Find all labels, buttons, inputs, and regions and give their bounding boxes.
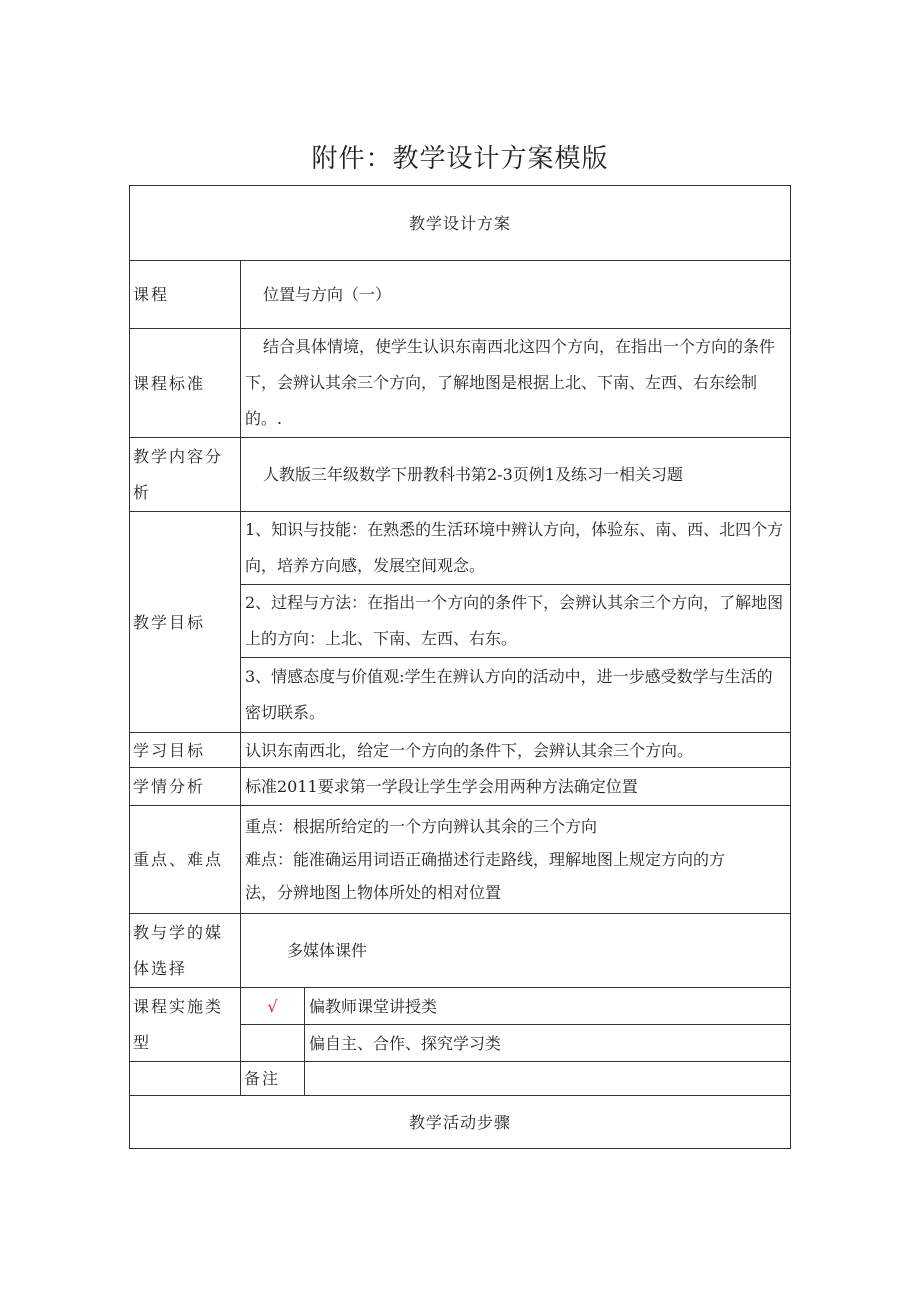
learning-goal-label: 学习目标 [130, 733, 241, 768]
type-option-2: 偏自主、合作、探究学习类 [305, 1025, 791, 1062]
key-cell [241, 806, 791, 914]
course-value: 位置与方向（一） [241, 261, 791, 329]
table-header-row [130, 186, 791, 261]
type-option-1: 偏教师课堂讲授类 [305, 988, 791, 1025]
steps-header: 教学活动步骤 [130, 1096, 791, 1149]
remark-value [305, 1062, 791, 1096]
learning-goal-value: 认识东南西北，给定一个方向的条件下，会辨认其余三个方向。 [241, 733, 791, 768]
content-row [130, 438, 791, 512]
media-row [130, 914, 791, 988]
teaching-plan-table [129, 185, 791, 1149]
type-label: 课程实施类型 [130, 988, 241, 1062]
goal-1: 1、知识与技能：在熟悉的生活环境中辨认方向，体验东、南、西、北四个方向，培养方向感，发展空间观念。 [241, 512, 791, 585]
media-label: 教与学的媒体选择 [130, 914, 241, 988]
learner-label: 学情分析 [130, 768, 241, 806]
remark-spacer [130, 1062, 241, 1096]
content-label: 教学内容分析 [130, 438, 241, 512]
type-row-1 [130, 988, 791, 1025]
key-point: 重点：根据所给定的一个方向辨认其余的三个方向 [245, 817, 598, 836]
remark-row [130, 1062, 791, 1096]
steps-row [130, 1096, 791, 1149]
standard-row [130, 329, 791, 438]
learner-value: 标准2011要求第一学段让学生学会用两种方法确定位置 [241, 768, 791, 806]
course-label: 课程 [130, 261, 241, 329]
media-value: 多媒体课件 [241, 914, 791, 988]
table-header: 教学设计方案 [130, 186, 791, 261]
key-row [130, 806, 791, 914]
learner-row [130, 768, 791, 806]
learning-goal-row [130, 733, 791, 768]
document-title: 附件：教学设计方案模版 [311, 144, 609, 174]
goals-label: 教学目标 [130, 512, 241, 733]
standard-label: 课程标准 [130, 329, 241, 438]
goal-3: 3、情感态度与价值观:学生在辨认方向的活动中，进一步感受数学与生活的密切联系。 [241, 658, 791, 733]
check-mark-empty [241, 1025, 305, 1062]
remark-label: 备注 [241, 1062, 305, 1096]
content-value: 人教版三年级数学下册教科书第2-3页例1及练习一相关习题 [241, 438, 791, 512]
difficult-point: 难点：能准确运用词语正确描述行走路线，理解地图上规定方向的方法，分辨地图上物体所处的相对位置 [245, 850, 726, 902]
goal-row-1 [130, 512, 791, 585]
goal-2: 2、过程与方法：在指出一个方向的条件下，会辨认其余三个方向，了解地图上的方向：上北、下南、左西、右东。 [241, 585, 791, 658]
check-mark: √ [241, 988, 305, 1025]
key-label: 重点、难点 [130, 806, 241, 914]
standard-value: 结合具体情境，使学生认识东南西北这四个方向，在指出一个方向的条件下，会辨认其余三个方向，了解地图是根据上北、下南、左西、右东绘制的。. [241, 329, 791, 438]
course-row [130, 261, 791, 329]
